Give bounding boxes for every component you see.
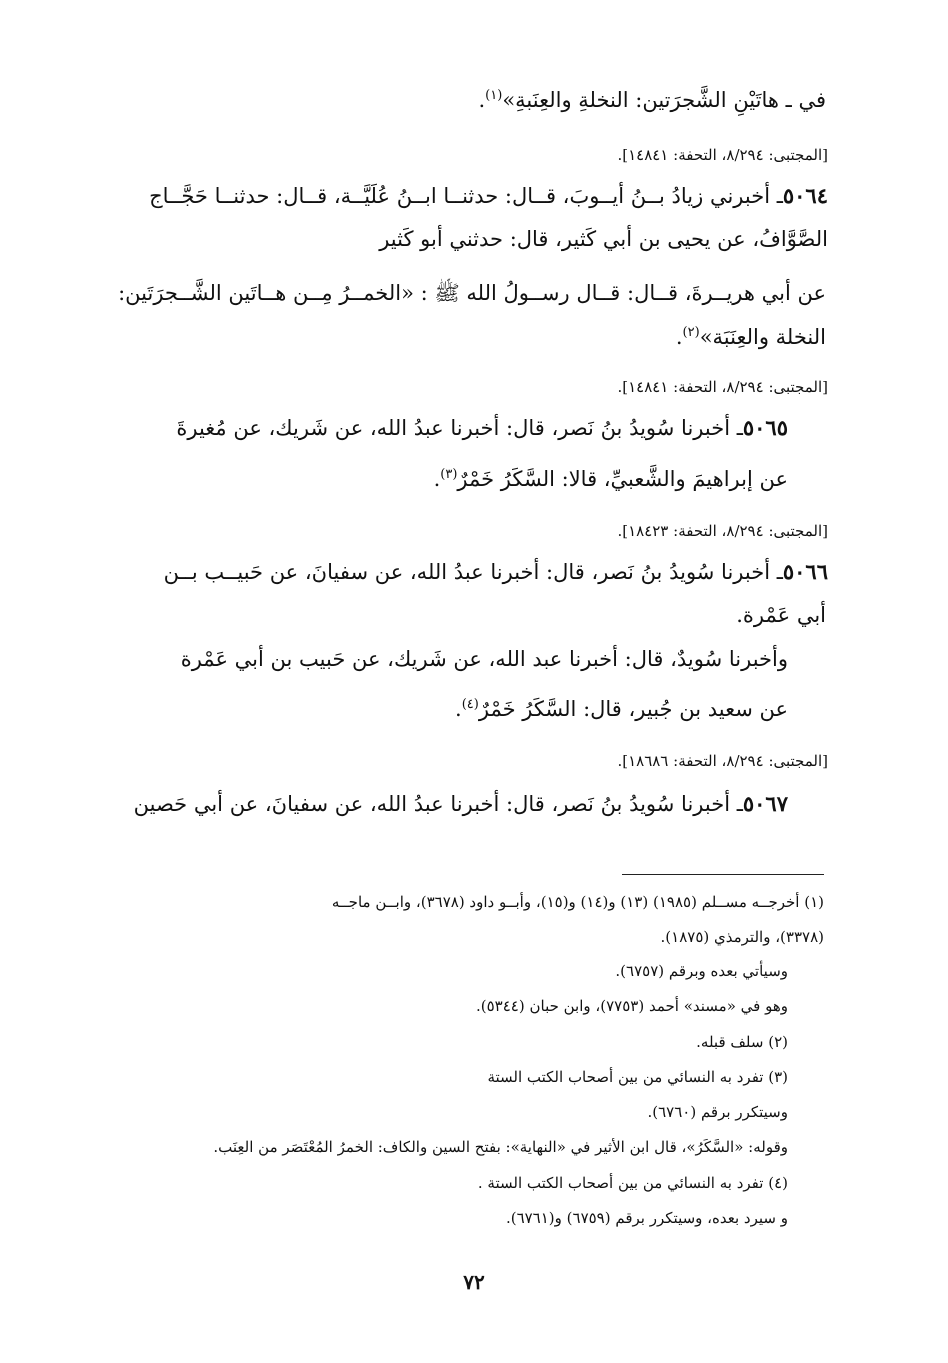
line-text: في ـ هاتَيْنِ الشَّجرَتين: النخلةِ والعِنَبةِ» — [502, 88, 826, 112]
footnote-line — [696, 1033, 788, 1053]
text-line — [676, 324, 826, 351]
text-line — [181, 646, 788, 673]
footnote-text: وسيتكرر برقم (٦٧٦٠). — [647, 1103, 788, 1121]
line-text: أبي عَمْرة. — [736, 603, 826, 627]
hadith-text: ـ أخبرني زيادُ بــنُ أيــوبَ، قــال: حدثنــا ابــنُ عُلَيَّــة، قــال: حدثنــا حَجَّــاج — [149, 184, 783, 208]
footnote-line — [647, 1103, 788, 1123]
line-text: عن سعيد بن جُبير، قال: السَّكَرُ خَمْرٌ — [478, 697, 788, 721]
line-text: عن إبراهيمَ والشَّعبيِّ، قالا: السَّكَرُ خَمْرٌ — [457, 467, 788, 491]
footnote-line — [478, 1174, 788, 1194]
text-line — [379, 226, 828, 253]
footnote-text: (٢) سلف قبله. — [696, 1033, 788, 1051]
footnote-line — [615, 962, 788, 982]
footnote-text: و سيرد بعده، وسيتكرر برقم (٦٧٥٩) و(٦٧٦١). — [505, 1209, 788, 1227]
footnote-line — [661, 928, 824, 948]
footnote-line — [213, 1138, 788, 1158]
reference-text: [المجتبى: ٨/٢٩٤، التحفة: ١٨٤٢٣]. — [617, 522, 828, 540]
hadith-heading — [176, 414, 788, 442]
line-end: . — [433, 467, 441, 491]
hadith-text: ـ أخبرنا سُويدُ بنُ نَصر، قال: أخبرنا عبدُ الله، عن شَريك، عن مُغيرةَ — [176, 416, 743, 440]
footnote-marker: (٣) — [440, 467, 458, 482]
footnote-text: (٣٣٧٨)، والترمذي (١٨٧٥). — [660, 928, 824, 946]
line-end: . — [478, 88, 486, 112]
reference-text: [المجتبى: ٨/٢٩٤، التحفة: ١٨٦٨٦]. — [617, 752, 828, 770]
footnote-text: وقوله: «السَّكَرُ»، قال ابن الأثير في «النهاية»: بفتح السين والكاف: الخمرُ المُعْتَصَر من العِنَب. — [213, 1138, 788, 1156]
hadith-heading — [164, 558, 828, 586]
reference-line — [617, 146, 828, 166]
reference-text: [المجتبى: ٨/٢٩٤، التحفة: ١٤٨٤١]. — [617, 146, 828, 164]
hadith-number: ٥٠٦٧ — [742, 791, 788, 816]
footnote-text: (٤) تفرد به النسائي من بين أصحاب الكتب الستة . — [477, 1174, 788, 1192]
footnote-text: وهو في «مسند» أحمد (٧٧٥٣)، وابن حبان (٥٣٤٤). — [476, 997, 788, 1015]
footnote-text: (٣) تفرد به النسائي من بين أصحاب الكتب الستة — [487, 1068, 788, 1086]
reference-line — [617, 522, 828, 542]
line-text: عن أبي هريــرةَ، قــال: قــال رســولُ الله ﷺ : «الخمــرُ مِــن هــاتَين الشَّــجرَتَين: — [118, 281, 826, 305]
hadith-number: ٥٠٦٦ — [782, 559, 828, 584]
footnote-line — [506, 1209, 788, 1229]
text-line — [118, 280, 826, 307]
line-end: . — [675, 325, 683, 349]
text-line — [455, 696, 788, 723]
line-text: النخلة والعِنَبَة» — [699, 325, 826, 349]
line-text: الصَّوَّافُ، عن يحيى بن أبي كَثير، قال: حدثني أبو كَثير — [379, 227, 828, 251]
footnote-text: (١) أخرجــه مســلم (١٩٨٥) (١٣) و(١٤) و(١٥)، وأبــو داود (٣٦٧٨)، وابــن ماجــه — [331, 893, 824, 911]
page-number: ٧٢ — [463, 1270, 485, 1294]
hadith-heading — [149, 182, 828, 210]
hadith-heading — [134, 790, 788, 818]
reference-text: [المجتبى: ٨/٢٩٤، التحفة: ١٤٨٤١]. — [617, 378, 828, 396]
text-line — [736, 602, 826, 629]
text-line — [478, 87, 826, 114]
line-end: . — [455, 697, 462, 721]
footnote-line — [332, 893, 824, 913]
footnote-separator — [622, 874, 824, 875]
hadith-number: ٥٠٦٤ — [782, 183, 828, 208]
line-text: وأخبرنا سُويدٌ، قال: أخبرنا عبد الله، عن شَريك، عن حَبيب بن أبي عَمْرة — [180, 647, 788, 671]
footnote-marker: (٤) — [461, 697, 479, 712]
hadith-text: ـ أخبرنا سُويدُ بنُ نَصر، قال: أخبرنا عبدُ الله، عن سفيانَ، عن حَبيــب بــن — [163, 560, 783, 584]
footnote-marker: (٢) — [682, 325, 700, 340]
hadith-text: ـ أخبرنا سُويدُ بنُ نَصر، قال: أخبرنا عبدُ الله، عن سفيانَ، عن أبي حَصين — [133, 792, 743, 816]
footnote-line — [476, 997, 788, 1017]
text-line — [434, 466, 788, 493]
hadith-number: ٥٠٦٥ — [742, 415, 788, 440]
reference-line — [617, 378, 828, 398]
footnote-marker: (١) — [485, 88, 503, 103]
reference-line — [617, 752, 828, 772]
footnote-line — [487, 1068, 788, 1088]
footnote-text: وسيأتي بعده وبرقم (٦٧٥٧). — [615, 962, 788, 980]
